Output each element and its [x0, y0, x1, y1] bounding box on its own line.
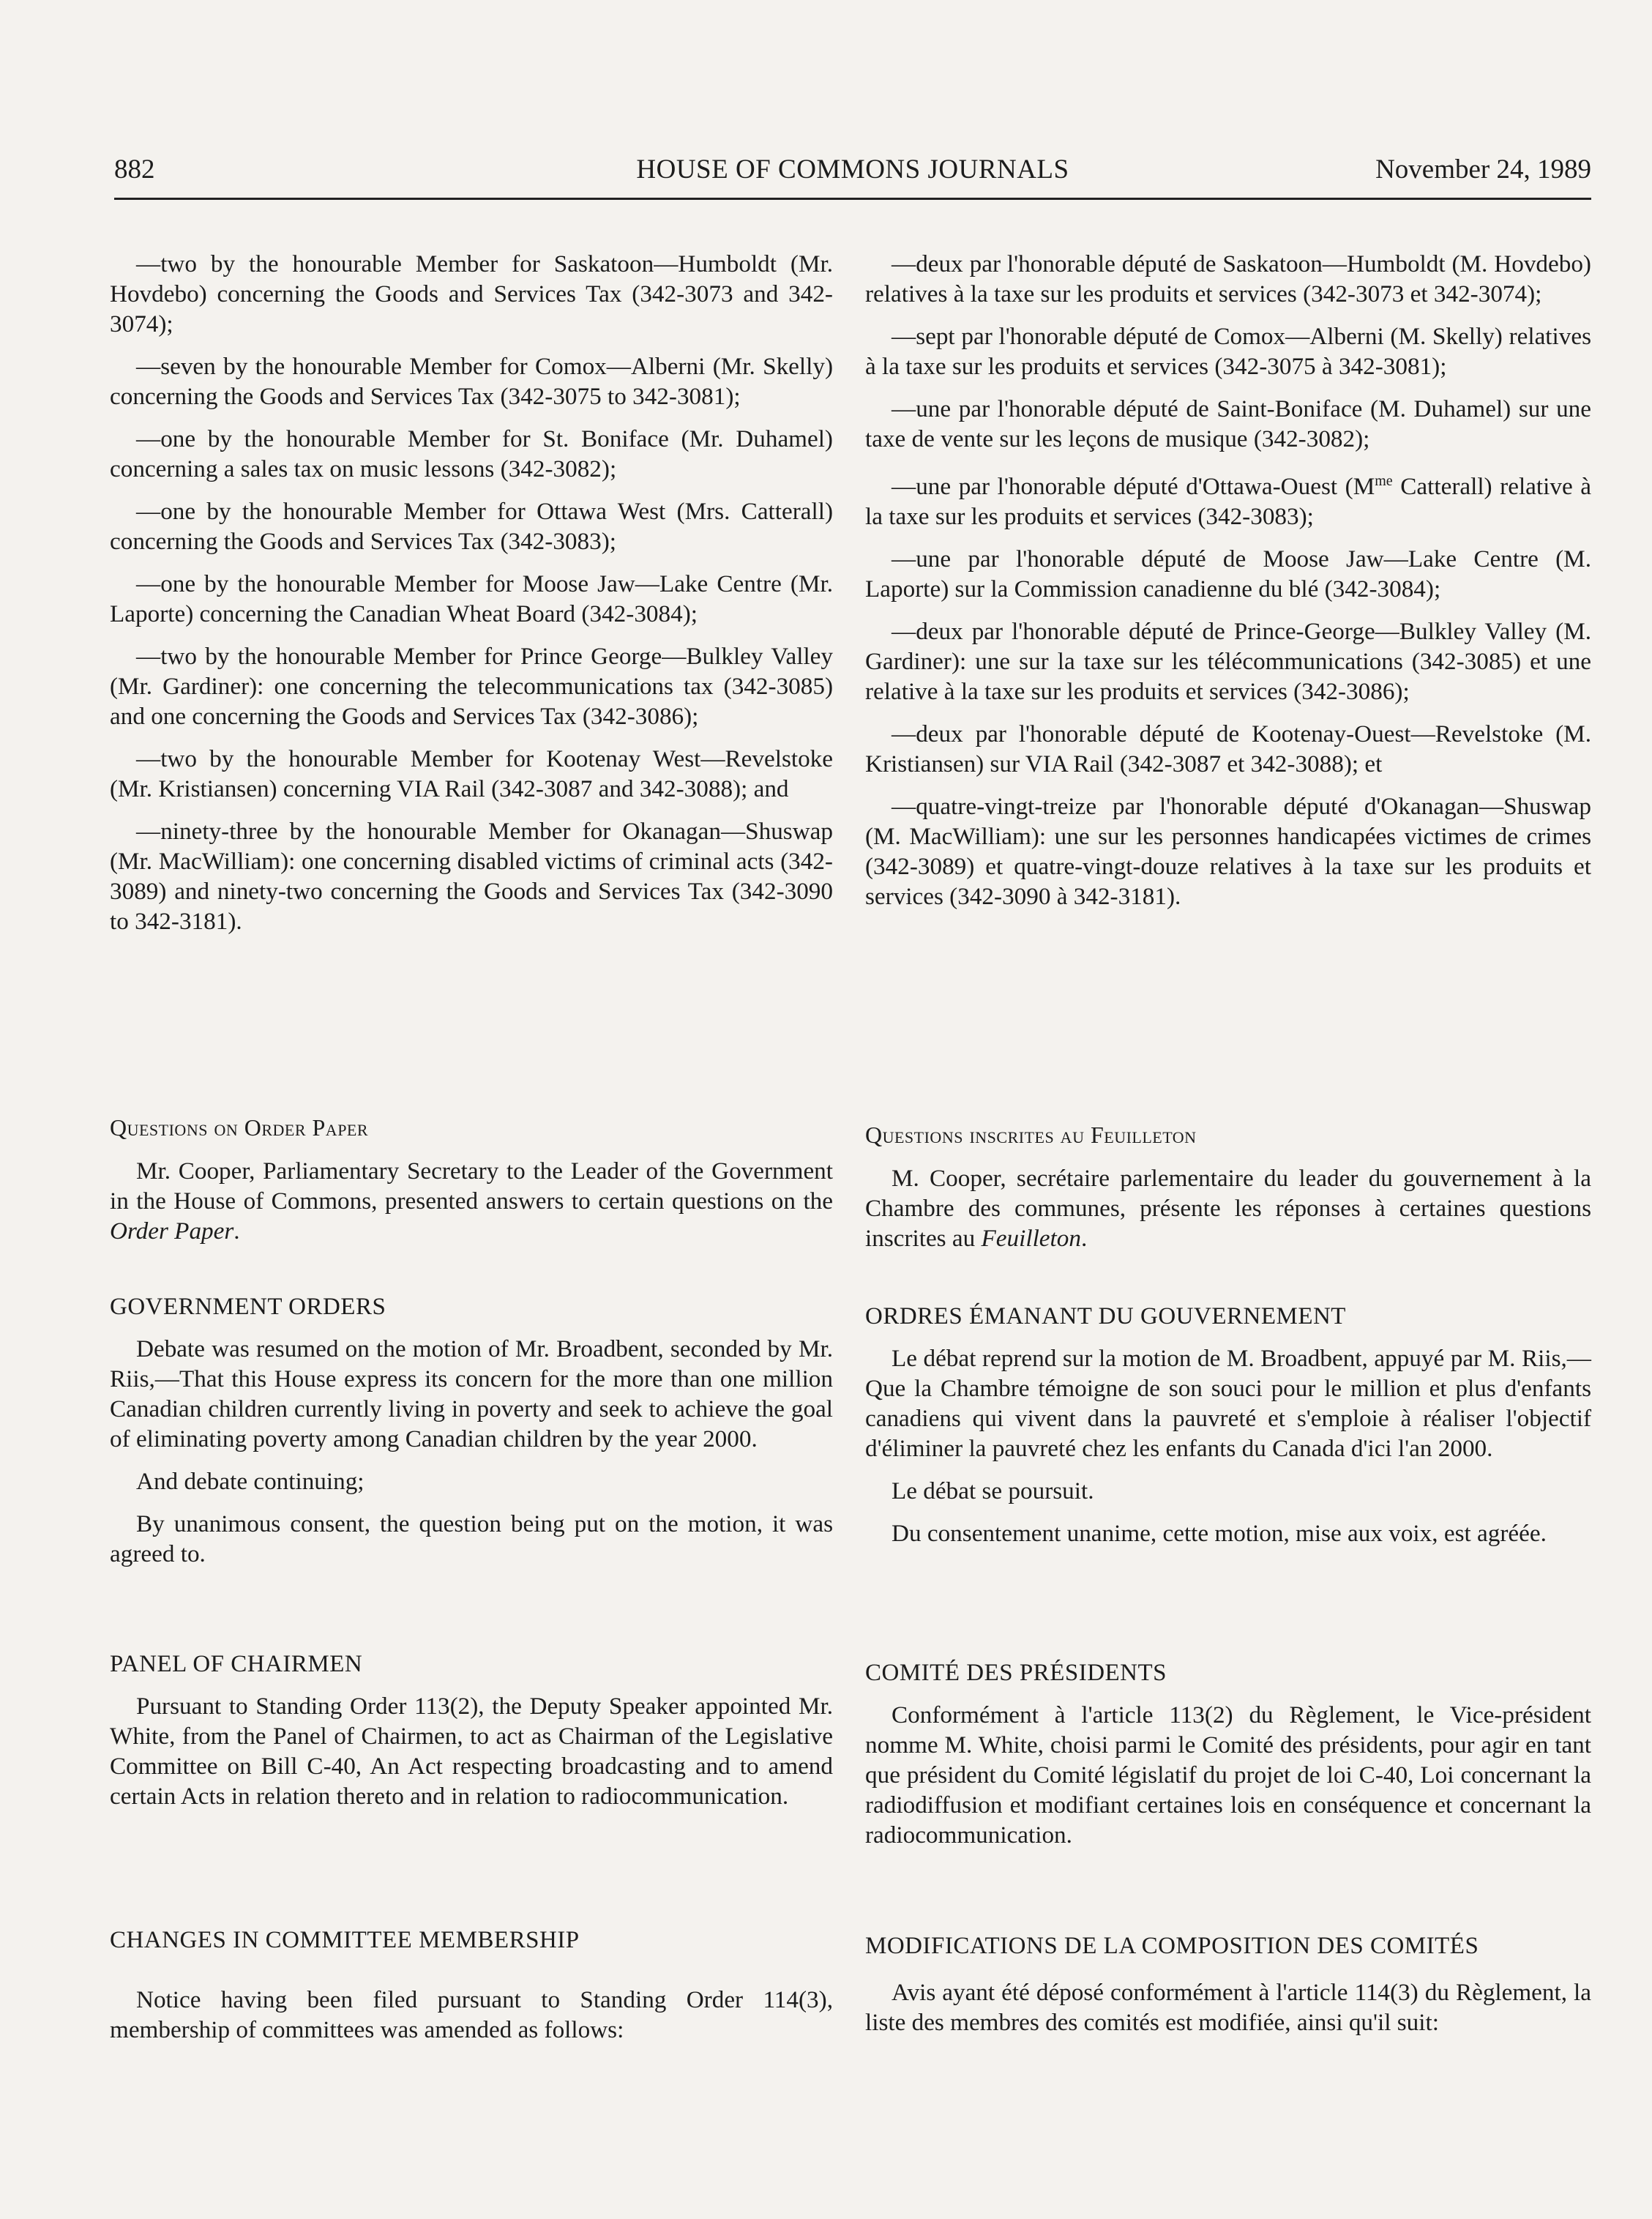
- section-text: Avis ayant été déposé conformément à l'article 114(3) du Règlement, la liste des membres des comités est modifiée, ainsi qu'il suit:: [865, 1979, 1591, 2036]
- section-text: And debate continuing;: [136, 1468, 365, 1495]
- section-text: M. Cooper, secrétaire parlementaire du leader du gouvernement à la Chambre des communes, présente les réponses à certaines questions inscrites au Feuilleton.: [865, 1165, 1591, 1252]
- petition-item: —ninety-three by the honourable Member for Okanagan—Shuswap (Mr. MacWilliam): one concerning disabled victims of criminal acts (342-3089) and ninety-two concerning the Goods and Services Tax (342-3090 to 342-3181).: [110, 818, 833, 935]
- english-questions-section: [110, 1113, 833, 1258]
- petition-item: —two by the honourable Member for Saskatoon—Humboldt (Mr. Hovdebo) concerning the Goods and Services Tax (342-3073 and 342-3074);: [110, 250, 833, 337]
- section-text: Mr. Cooper, Parliamentary Secretary to the Leader of the Government in the House of Commons, presented answers to certain questions on the Order Paper.: [110, 1157, 833, 1245]
- petition-item: —seven by the honourable Member for Comox—Alberni (Mr. Skelly) concerning the Goods and Services Tax (342-3075 to 342-3081);: [110, 353, 833, 410]
- french-panel-of-chairmen: [865, 1658, 1591, 1862]
- section-heading: PANEL OF CHAIRMEN: [110, 1651, 363, 1677]
- section-text: Debate was resumed on the motion of Mr. Broadbent, seconded by Mr. Riis,—That this House express its concern for the more than one million Canadian children currently living in poverty and seek to achieve the goal of eliminating poverty among Canadian children by the year 2000.: [110, 1335, 833, 1452]
- petition-item: —one by the honourable Member for Ottawa West (Mrs. Catterall) concerning the Goods and Services Tax (342-3083);: [110, 498, 833, 555]
- petition-item: —deux par l'honorable député de Prince-George—Bulkley Valley (M. Gardiner): une sur la taxe sur les télécommunications (342-3085) et une relative à la taxe sur les produits et services (342-3086);: [865, 618, 1591, 706]
- petition-item: —une par l'honorable député de Moose Jaw—Lake Centre (M. Laporte) sur la Commission canadienne du blé (342-3084);: [865, 545, 1591, 603]
- journal-date: November 24, 1989: [1375, 154, 1591, 184]
- section-text: Conformément à l'article 113(2) du Règlement, le Vice-président nomme M. White, choisi parmi le Comité des présidents, pour agir en tant que président du Comité législatif du projet de loi C-40, Loi concernant la radiodiffusion et modifiant certaines lois en conséquence et concernant la radiocommunication.: [865, 1701, 1591, 1849]
- section-heading: GOVERNMENT ORDERS: [110, 1294, 386, 1320]
- petition-item: —deux par l'honorable député de Saskatoon—Humboldt (M. Hovdebo) relatives à la taxe sur les produits et services (342-3073 et 342-3074);: [865, 250, 1591, 307]
- petition-item: —two by the honourable Member for Prince George—Bulkley Valley (Mr. Gardiner): one concerning the telecommunications tax (342-3085) and one concerning the Goods and Services Tax (342-3086);: [110, 643, 833, 730]
- section-text: Notice having been filed pursuant to Standing Order 114(3), membership of committees was amended as follows:: [110, 1986, 833, 2043]
- french-questions-section: [865, 1120, 1591, 1266]
- section-heading: Questions on Order Paper: [110, 1114, 369, 1141]
- petition-item: —sept par l'honorable député de Comox—Alberni (M. Skelly) relatives à la taxe sur les produits et services (342-3075 à 342-3081);: [865, 323, 1591, 380]
- petition-item: —une par l'honorable député de Saint-Boniface (M. Duhamel) sur une taxe de vente sur les leçons de musique (342-3082);: [865, 395, 1591, 452]
- section-heading: ORDRES ÉMANANT DU GOUVERNEMENT: [865, 1303, 1346, 1329]
- section-heading: Questions inscrites au Feuilleton: [865, 1122, 1197, 1148]
- section-text: By unanimous consent, the question being put on the motion, it was agreed to.: [110, 1510, 833, 1567]
- section-heading: COMITÉ DES PRÉSIDENTS: [865, 1660, 1167, 1686]
- english-petitions: [110, 249, 833, 949]
- english-panel-of-chairmen: [110, 1649, 833, 1824]
- page-header: [114, 154, 1591, 200]
- petition-item: —deux par l'honorable député de Kootenay-Ouest—Revelstoke (M. Kristiansen) sur VIA Rail (342-3087 et 342-3088); et: [865, 720, 1591, 778]
- french-committee-changes: [865, 1931, 1591, 2050]
- section-text: Du consentement unanime, cette motion, mise aux voix, est agréée.: [892, 1520, 1547, 1547]
- english-government-orders: [110, 1292, 833, 1581]
- english-committee-changes: [110, 1925, 833, 2057]
- section-heading: MODIFICATIONS DE LA COMPOSITION DES COMITÉS: [865, 1933, 1479, 1959]
- petition-item: —one by the honourable Member for St. Boniface (Mr. Duhamel) concerning a sales tax on music lessons (342-3082);: [110, 425, 833, 482]
- journal-title: HOUSE OF COMMONS JOURNALS: [636, 154, 1069, 184]
- section-heading: CHANGES IN COMMITTEE MEMBERSHIP: [110, 1927, 580, 1953]
- petition-item: —quatre-vingt-treize par l'honorable député d'Okanagan—Shuswap (M. MacWilliam): une sur les personnes handicapées victimes de crimes (342-3089) et quatre-vingt-douze relatives à la taxe sur les produits et services (342-3090 à 342-3181).: [865, 793, 1591, 911]
- petition-item: —une par l'honorable député d'Ottawa-Ouest ($M^{me}$ Catterall) relative à la taxe sur les produits et services (342-3083);: [865, 473, 1591, 531]
- french-petitions: [865, 249, 1591, 924]
- petition-item: —two by the honourable Member for Kootenay West—Revelstoke (Mr. Kristiansen) concerning VIA Rail (342-3087 and 342-3088); and: [110, 745, 833, 802]
- section-text: Pursuant to Standing Order 113(2), the Deputy Speaker appointed Mr. White, from the Panel of Chairmen, to act as Chairman of the Legislative Committee on Bill C-40, An Act respecting broadcasting and to amend certain Acts in relation thereto and in relation to radiocommunication.: [110, 1693, 833, 1810]
- petition-item: —one by the honourable Member for Moose Jaw—Lake Centre (Mr. Laporte) concerning the Canadian Wheat Board (342-3084);: [110, 570, 833, 627]
- section-text: Le débat reprend sur la motion de M. Broadbent, appuyé par M. Riis,—Que la Chambre témoigne de son souci pour le million et plus d'enfants canadiens qui vivent dans la pauvreté et s'emploie à réaliser l'objectif d'éliminer la pauvreté chez les enfants du Canada d'ici l'an 2000.: [865, 1345, 1591, 1462]
- section-text: Le débat se poursuit.: [892, 1477, 1094, 1504]
- page-number: 882: [114, 154, 155, 184]
- french-government-orders: [865, 1302, 1591, 1561]
